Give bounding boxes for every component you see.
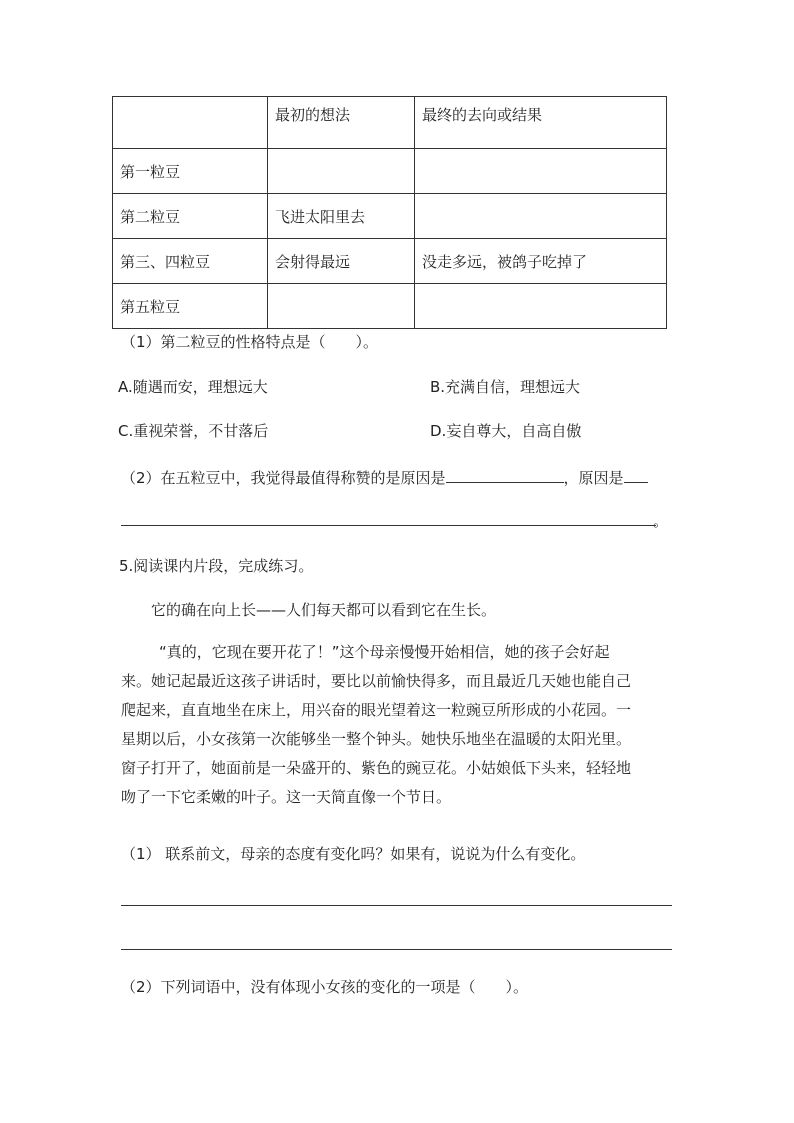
table-cell: [268, 149, 415, 194]
table-header-cell: 最初的想法: [268, 97, 415, 149]
option-c[interactable]: C.重视荣誉，不甘落后: [118, 422, 269, 440]
table-cell: [268, 284, 415, 329]
table-cell: 第一粒豆: [113, 149, 268, 194]
passage-line: 吻了一下它柔嫩的叶子。这一天简直像一个节日。: [121, 788, 452, 806]
passage-line: 星期以后，小女孩第一次能够坐一整个钟头。她快乐地坐在温暖的太阳光里。: [121, 730, 632, 748]
table-header-cell: 最终的去向或结果: [415, 97, 667, 149]
answer-blank[interactable]: [446, 468, 564, 483]
question-2-reason-label: ，原因是: [563, 469, 624, 487]
option-d[interactable]: D.妄自尊大，自高自傲: [430, 422, 582, 440]
table-cell: 第三、四粒豆: [113, 239, 268, 284]
section-5-title: 5.阅读课内片段，完成练习。: [119, 557, 314, 575]
section-5-question-2: （2）下列词语中，没有体现小女孩的变化的一项是（ ）。: [121, 978, 529, 996]
answer-line[interactable]: [121, 525, 656, 526]
table-row: [113, 194, 667, 239]
passage-line: 爬起来，直直地坐在床上，用兴奋的眼光望着这一粒豌豆所形成的小花园。一: [121, 701, 632, 719]
passage-paragraph-1: 它的确在向上长——人们每天都可以看到它在生长。: [151, 601, 497, 619]
table-cell: 第五粒豆: [113, 284, 268, 329]
section-5-question-1: （1） 联系前文，母亲的态度有变化吗？如果有，说说为什么有变化。: [121, 845, 586, 863]
table-cell: 会射得最远: [268, 239, 415, 284]
table-row: [113, 284, 667, 329]
option-a[interactable]: A.随遇而安，理想远大: [118, 378, 268, 396]
table-cell: [415, 149, 667, 194]
table-cell: 第二粒豆: [113, 194, 268, 239]
pea-comparison-table: [112, 96, 667, 329]
option-b[interactable]: B.充满自信，理想远大: [430, 378, 581, 396]
period-mark: 。: [653, 512, 669, 530]
question-2-text: （2）在五粒豆中，我觉得最值得称赞的是原因是: [121, 469, 446, 487]
table-cell: [415, 284, 667, 329]
answer-blank[interactable]: [624, 468, 648, 483]
table-header-row: [113, 97, 667, 149]
passage-line: 来。她记起最近这孩子讲话时，要比以前愉快得多，而且最近几天她也能自己: [121, 672, 632, 690]
answer-line[interactable]: [121, 949, 672, 950]
table-header-cell: [113, 97, 268, 149]
question-2-line: [121, 467, 648, 488]
table-row: [113, 149, 667, 194]
table-cell: 飞进太阳里去: [268, 194, 415, 239]
passage-line: “真的，它现在要开花了！”这个母亲慢慢开始相信，她的孩子会好起: [159, 643, 610, 661]
question-1-stem: （1）第二粒豆的性格特点是（ ）。: [121, 333, 379, 351]
answer-line[interactable]: [121, 905, 672, 906]
table-row: [113, 239, 667, 284]
passage-line: 窗子打开了，她面前是一朵盛开的、紫色的豌豆花。小姑娘低下头来，轻轻地: [121, 759, 632, 777]
passage-paragraph-2: [121, 638, 661, 812]
table-cell: [415, 194, 667, 239]
table-cell: 没走多远，被鸽子吃掉了: [415, 239, 667, 284]
